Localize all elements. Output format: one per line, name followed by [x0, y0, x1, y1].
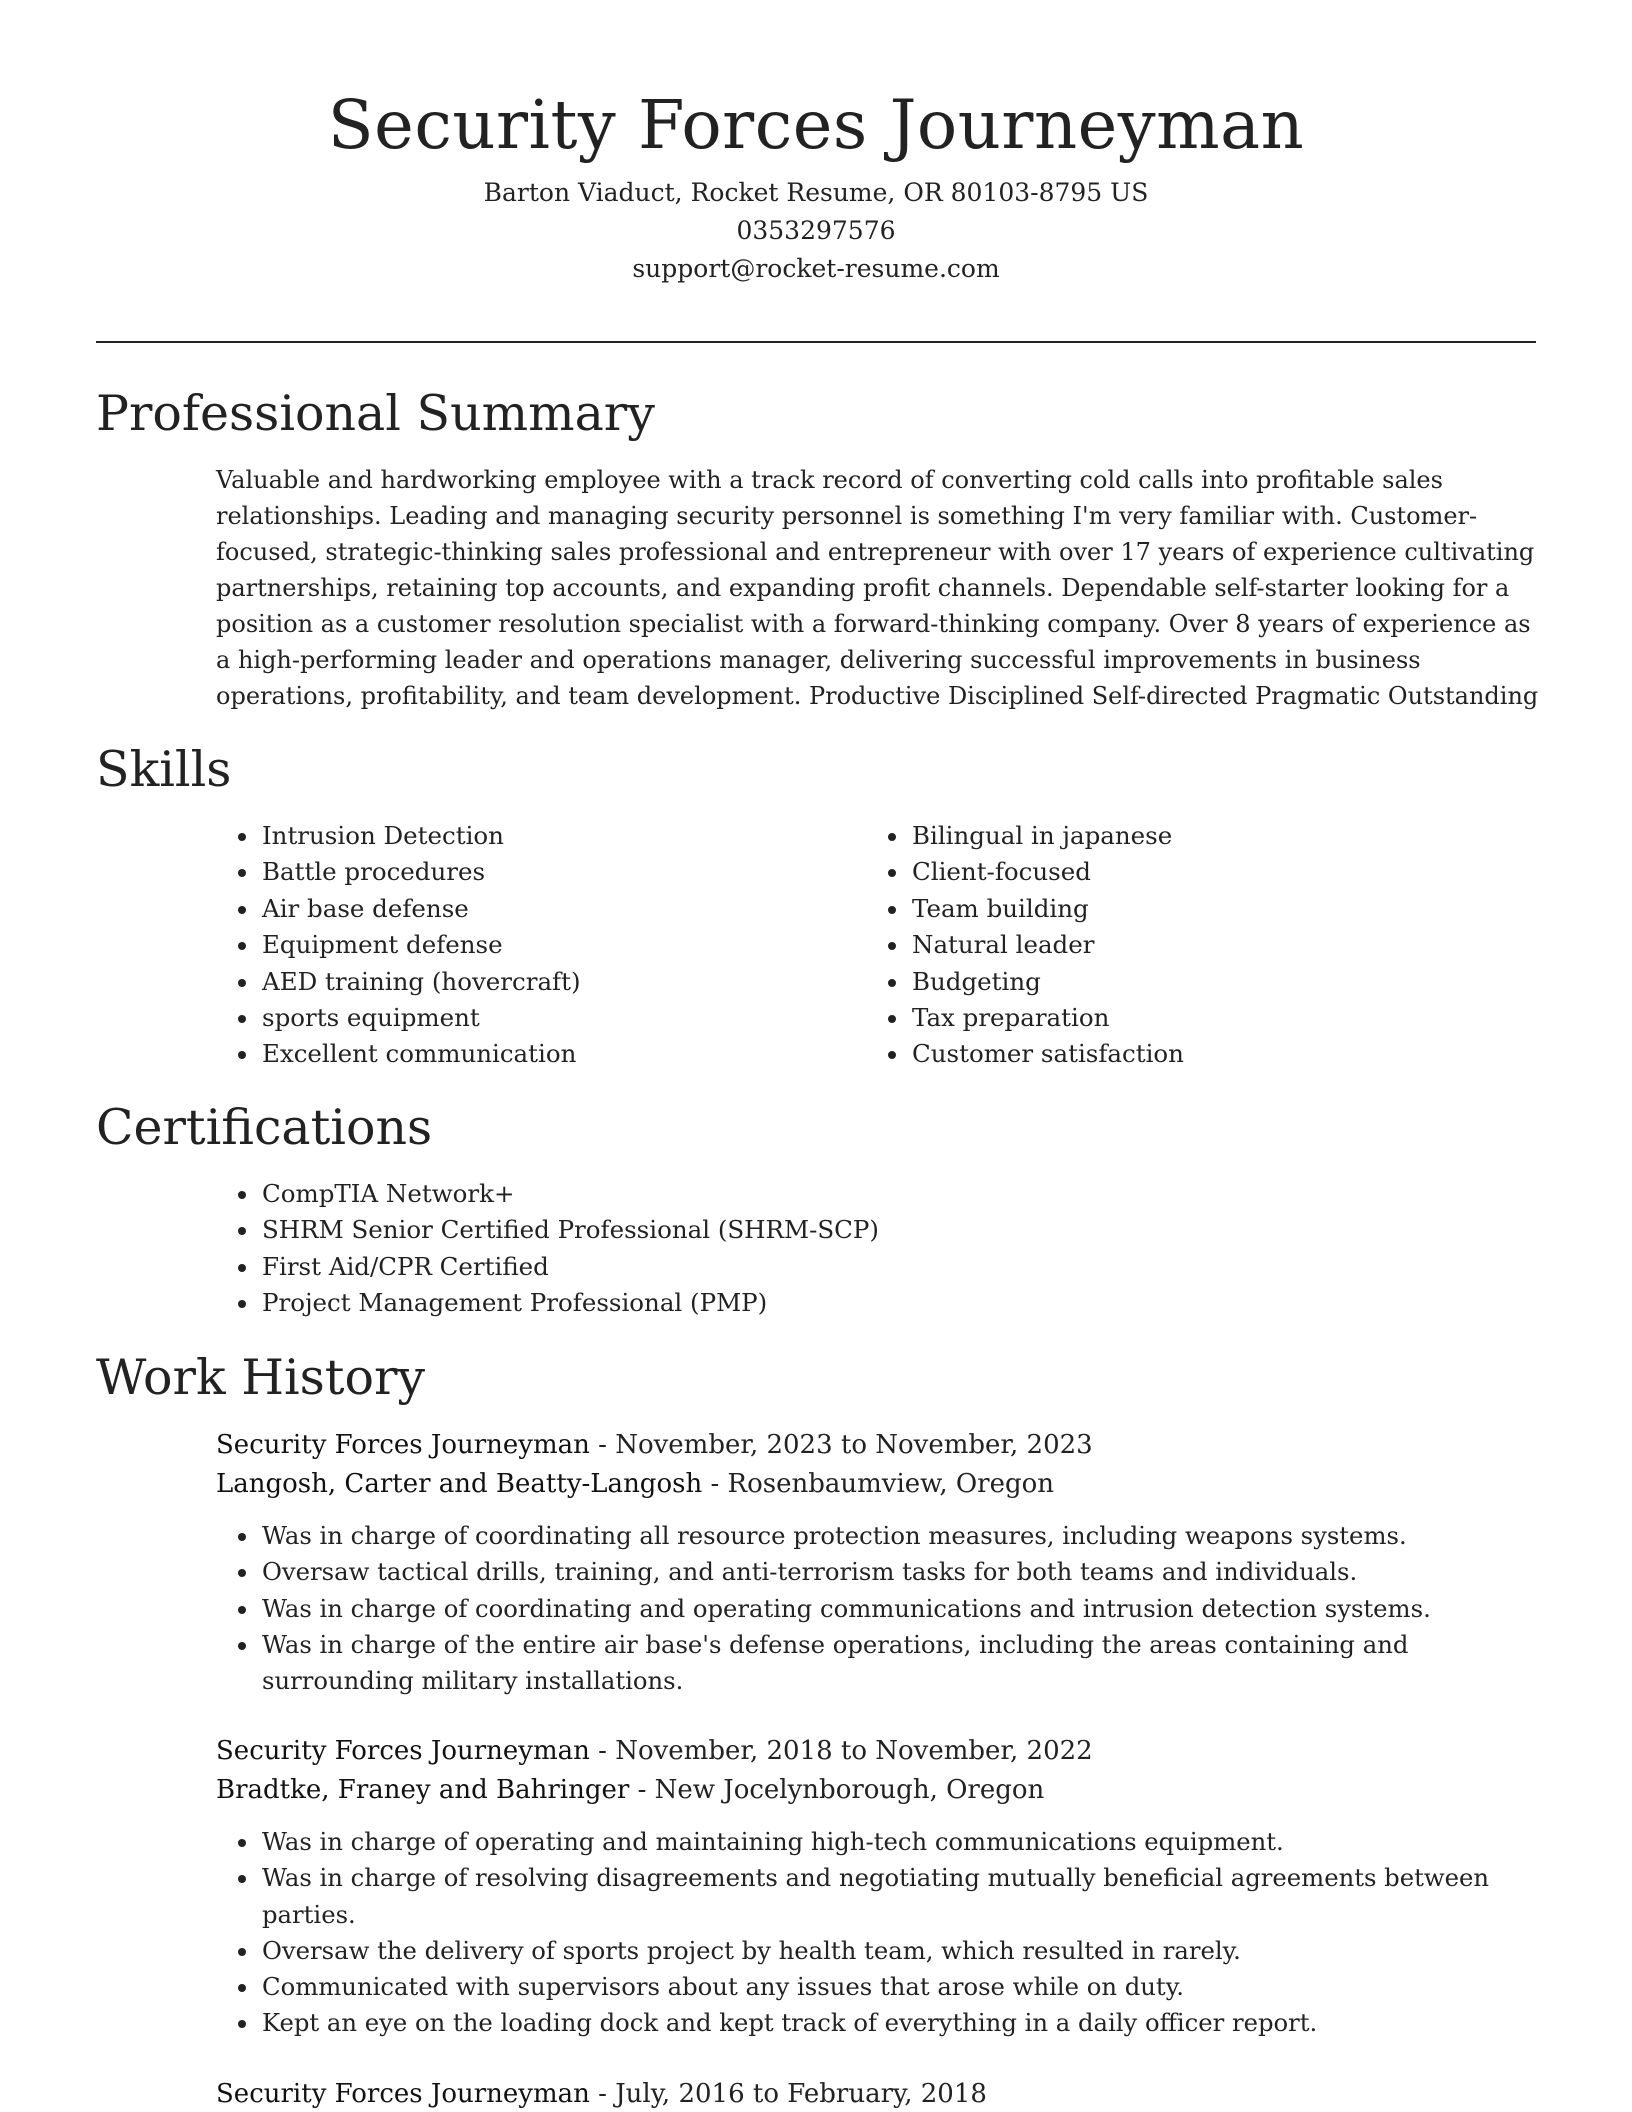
section-title-summary: Professional Summary	[96, 385, 655, 442]
job-duty-item: • Communicated with supervisors about any issues that arose while on duty.	[260, 1969, 1536, 2005]
header-divider	[96, 341, 1536, 343]
skills-column-left	[216, 818, 836, 1073]
job-duties	[216, 1518, 1536, 1699]
skill-item: • sports equipment	[260, 1000, 836, 1036]
contact-email: support@rocket-resume.com	[632, 254, 1000, 283]
job-company-line	[216, 1465, 1536, 1504]
contact-phone: 0353297576	[736, 216, 896, 245]
skill-item: • Equipment defense	[260, 927, 836, 963]
certification-item: • CompTIA Network+	[260, 1176, 1516, 1212]
job-company-line	[216, 1771, 1536, 1810]
job-duty-item: • Was in charge of the entire air base's defense operations, including the areas containing and surrounding military installations.	[260, 1627, 1536, 1700]
certifications-list	[216, 1176, 1516, 1322]
certification-item: • SHRM Senior Certified Professional (SHRM-SCP)	[260, 1212, 1516, 1248]
job-dates: - November, 2018 to November, 2022	[589, 1736, 1093, 1766]
job-duties-list	[216, 1518, 1536, 1699]
certifications-block	[216, 1176, 1516, 1322]
skill-item: • Tax preparation	[910, 1000, 1486, 1036]
skills-list-left	[216, 818, 836, 1073]
skill-item: • Client-focused	[910, 854, 1486, 890]
job-duty-item: • Was in charge of coordinating and operating communications and intrusion detection systems.	[260, 1591, 1536, 1627]
job-company: Langosh, Carter and Beatty-Langosh	[216, 1469, 703, 1499]
job-role: Security Forces Journeyman	[216, 1736, 590, 1766]
job-duty-item: • Oversaw the delivery of sports project by health team, which resulted in rarely.	[260, 1933, 1536, 1969]
certification-item: • First Aid/CPR Certified	[260, 1249, 1516, 1285]
job-duty-item: • Oversaw tactical drills, training, and anti-terrorism tasks for both teams and individuals.	[260, 1554, 1536, 1590]
job-location: - Rosenbaumview, Oregon	[702, 1469, 1055, 1499]
contact-address: Barton Viaduct, Rocket Resume, OR 80103-8795 US	[483, 178, 1149, 207]
skill-item: • Team building	[910, 891, 1486, 927]
skill-item: • Intrusion Detection	[260, 818, 836, 854]
job-dates: - July, 2016 to February, 2018	[589, 2079, 987, 2109]
job-dates: - November, 2023 to November, 2023	[589, 1430, 1093, 1460]
section-title-skills: Skills	[96, 741, 232, 798]
skills-list-right	[866, 818, 1486, 1073]
job-title-line	[216, 1732, 1536, 1771]
skill-item: • AED training (hovercraft)	[260, 964, 836, 1000]
job-role: Security Forces Journeyman	[216, 2079, 590, 2109]
summary-text: Valuable and hardworking employee with a track record of converting cold calls into profitable sales relationships. Leading and managing security personnel is something I'm very familiar with. Customer-focused, strategic-thinking sales professional and entrepreneur with over 17 years of experience cultivating partnerships, retaining top accounts, and expanding profit channels. Dependable self-starter looking for a position as a customer resolution specialist with a forward-thinking company. Over 8 years of experience as a high-performing leader and operations manager, delivering successful improvements in business operations, profitability, and team development. Productive Disciplined Self-directed Pragmatic Outstanding	[216, 466, 1539, 710]
job-entry	[216, 1732, 1536, 2042]
candidate-name: Security Forces Journeyman	[327, 86, 1305, 164]
job-location: - New Jocelynborough, Oregon	[629, 1775, 1045, 1805]
skill-item: • Bilingual in japanese	[910, 818, 1486, 854]
resume-header	[96, 80, 1536, 288]
job-duty-item: • Was in charge of operating and maintaining high-tech communications equipment.	[260, 1824, 1536, 1860]
job-duties-list	[216, 1824, 1536, 2042]
job-duty-item: • Was in charge of resolving disagreements and negotiating mutually beneficial agreements between parties.	[260, 1860, 1536, 1933]
skill-item: • Air base defense	[260, 891, 836, 927]
skills-column-right	[866, 818, 1486, 1073]
job-duty-item: • Kept an eye on the loading dock and kept track of everything in a daily officer report.	[260, 2005, 1536, 2041]
skill-item: • Natural leader	[910, 927, 1486, 963]
job-company: Bradtke, Franey and Bahringer	[216, 1775, 630, 1805]
skill-item: • Battle procedures	[260, 854, 836, 890]
job-duty-item: • Was in charge of coordinating all resource protection measures, including weapons systems.	[260, 1518, 1536, 1554]
job-duties	[216, 1824, 1536, 2042]
section-title-certifications: Certifications	[96, 1099, 433, 1156]
job-role: Security Forces Journeyman	[216, 1430, 590, 1460]
job-title-line	[216, 2075, 1536, 2112]
certification-item: • Project Management Professional (PMP)	[260, 1285, 1516, 1321]
skill-item: • Budgeting	[910, 964, 1486, 1000]
skill-item: • Customer satisfaction	[910, 1036, 1486, 1072]
job-entry	[216, 1426, 1536, 1699]
job-entry	[216, 2075, 1536, 2112]
job-title-line	[216, 1426, 1536, 1465]
section-title-work-history: Work History	[96, 1349, 426, 1406]
skill-item: • Excellent communication	[260, 1036, 836, 1072]
